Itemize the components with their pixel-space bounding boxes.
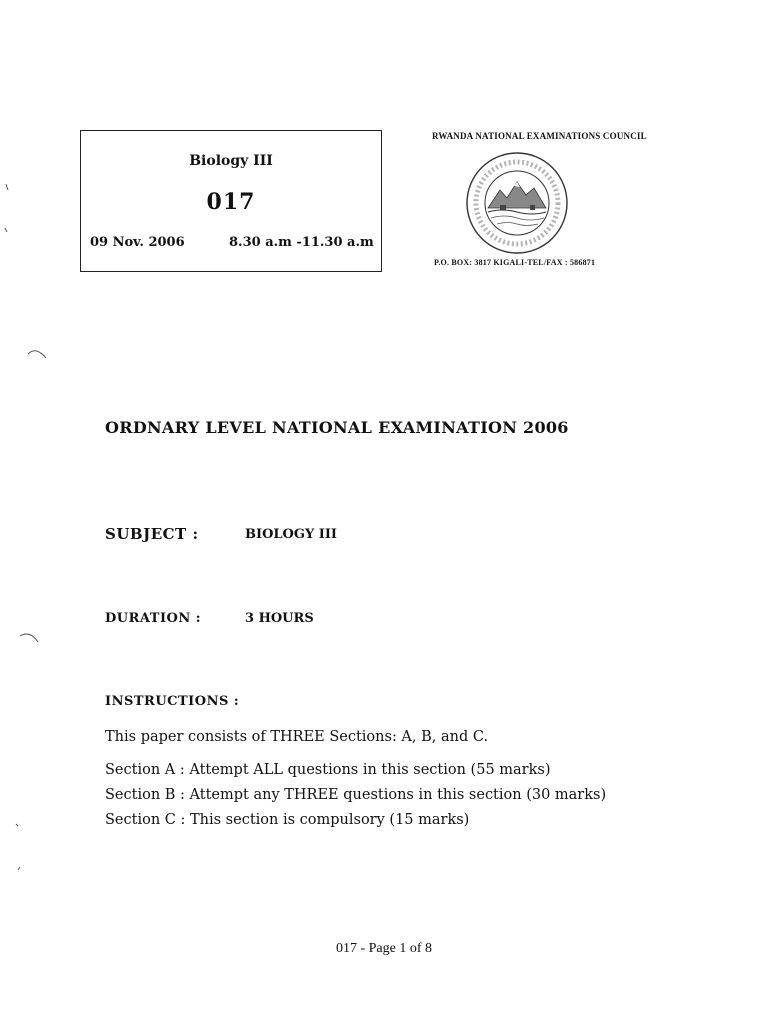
instructions-intro: This paper consists of THREE Sections: A, B, and C. xyxy=(105,729,489,745)
exam-title: ORDNARY LEVEL NATIONAL EXAMINATION 2006 xyxy=(105,418,569,437)
scan-margin-marks xyxy=(0,170,60,870)
council-name: RWANDA NATIONAL EXAMINATIONS COUNCIL xyxy=(432,131,647,141)
duration-label: DURATION : xyxy=(105,611,202,626)
page-footer: 017 - Page 1 of 8 xyxy=(335,941,433,956)
instruction-section-a: Section A : Attempt ALL questions in this section (55 marks) xyxy=(105,762,551,778)
paper-info-box xyxy=(80,130,382,272)
subject-value: BIOLOGY III xyxy=(245,527,338,542)
duration-value: 3 HOURS xyxy=(245,611,314,626)
instruction-section-c: Section C : This section is compulsory (15 marks) xyxy=(105,812,470,828)
box-subject: Biology III xyxy=(189,153,273,169)
council-address: P.O. BOX: 3817 KIGALI-TEL/FAX : 586871 xyxy=(434,258,596,267)
council-seal-icon xyxy=(464,150,570,256)
instruction-section-b: Section B : Attempt any THREE questions in this section (30 marks) xyxy=(105,787,607,803)
paper-code: 017 xyxy=(206,189,256,215)
exam-date: 09 Nov. 2006 xyxy=(90,235,185,250)
exam-time: 8.30 a.m -11.30 a.m xyxy=(229,235,374,250)
instructions-heading: INSTRUCTIONS : xyxy=(105,694,240,709)
subject-label: SUBJECT : xyxy=(105,525,199,543)
